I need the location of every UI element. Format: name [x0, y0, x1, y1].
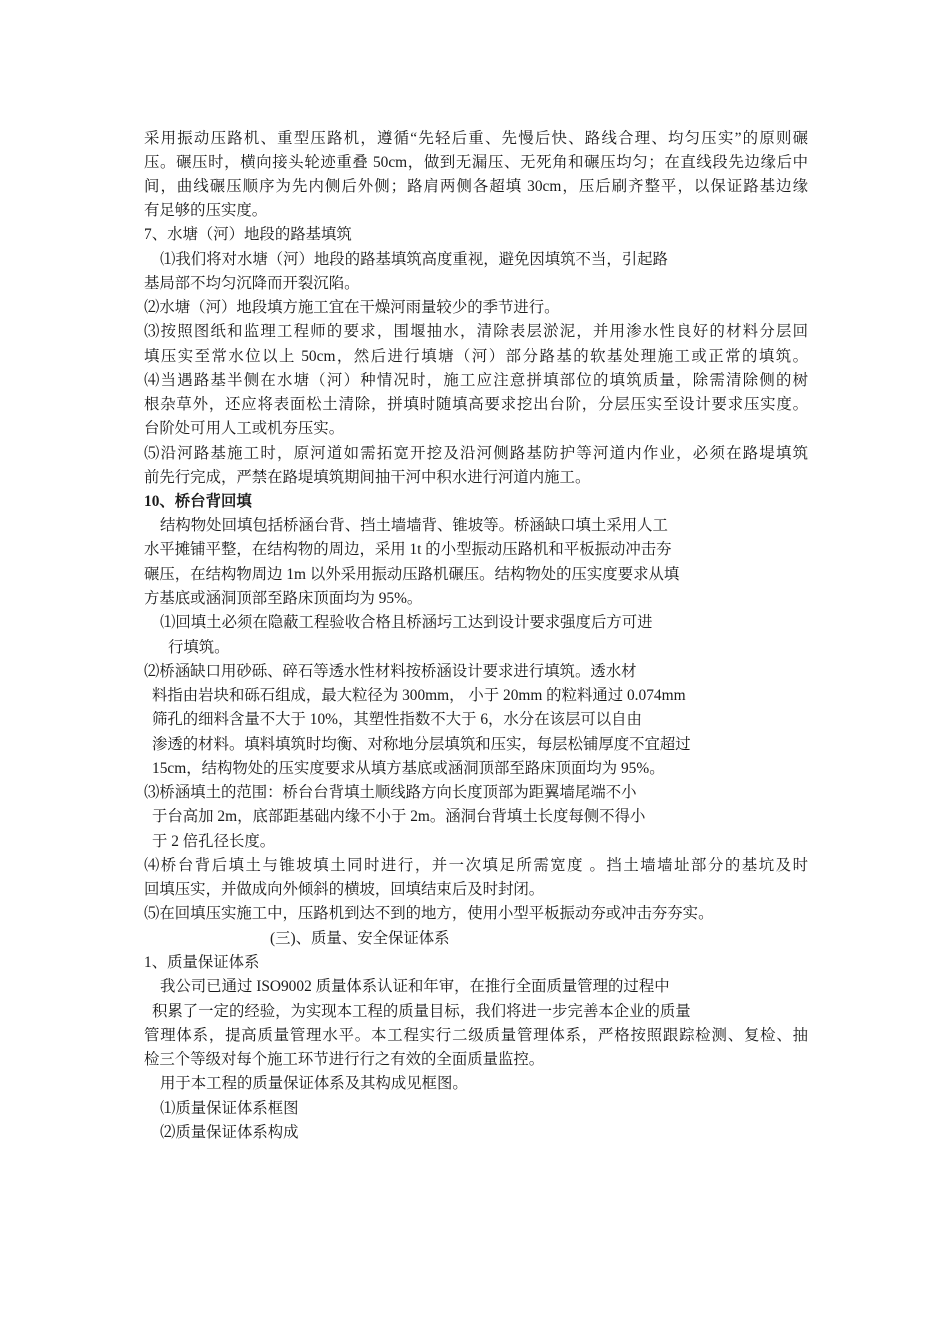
paragraph-line: ⑶桥涵填土的范围：桥台台背填土顺线路方向长度顶部为距翼墙尾端不小: [144, 784, 637, 801]
paragraph-line: 方基底或涵洞顶部至路床顶面均为 95%。: [144, 590, 423, 607]
paragraph-line: ⑶按照图纸和监理工程师的要求，围堰抽水，清除表层淤泥，并用渗水性良好的材料分层回: [144, 323, 808, 340]
paragraph-line: ⑷当遇路基半侧在水塘（河）种情况时，施工应注意拼填部位的填筑质量，除需清除侧的树: [144, 372, 808, 389]
paragraph-line: 压。碾压时，横向接头轮迹重叠 50cm，做到无漏压、无死角和碾压均匀；在直线段先边缘后中: [144, 154, 808, 171]
section-heading: 1、质量保证体系: [144, 954, 260, 971]
paragraph-line: 料指由岩块和砾石组成，最大粒径为 300mm， 小于 20mm 的粒料通过 0.074mm: [152, 687, 686, 704]
paragraph-line: 填压实至常水位以上 50cm，然后进行填塘（河）部分路基的软基处理施工或正常的填筑。: [144, 348, 808, 365]
section-heading: 7、水塘（河）地段的路基填筑: [144, 226, 352, 243]
paragraph-line: 积累了一定的经验，为实现本工程的质量目标，我们将进一步完善本企业的质量: [152, 1003, 691, 1020]
paragraph-line: 15cm，结构物处的压实度要求从填方基底或涵洞顶部至路床顶面均为 95%。: [152, 760, 665, 777]
paragraph-line: 间，曲线碾压顺序为先内侧后外侧；路肩两侧各超填 30cm，压后刷齐整平，以保证路基边缘: [144, 178, 808, 195]
paragraph-line: ⑷桥台背后填土与锥坡填土同时进行，并一次填足所需宽度 。挡土墙墙址部分的基坑及时: [144, 857, 808, 874]
list-item: ⑴质量保证体系框图: [160, 1100, 299, 1117]
list-item: ⑵质量保证体系构成: [160, 1124, 299, 1141]
paragraph-line: 管理体系，提高质量管理水平。本工程实行二级质量管理体系，严格按照跟踪检测、复检、抽: [144, 1027, 808, 1044]
paragraph-line: 行填筑。: [168, 639, 230, 656]
paragraph-line: 有足够的压实度。: [144, 202, 268, 219]
paragraph-line: 检三个等级对每个施工环节进行行之有效的全面质量监控。: [144, 1051, 545, 1068]
paragraph-line: 筛孔的细料含量不大于 10%，其塑性指数不大于 6，水分在该层可以自由: [152, 711, 642, 728]
paragraph-line: ⑸沿河路基施工时，原河道如需拓宽开挖及沿河侧路基防护等河道内作业，必须在路堤填筑: [144, 445, 808, 462]
paragraph-line: 采用振动压路机、重型压路机，遵循“先轻后重、先慢后快、路线合理、均匀压实”的原则碾: [144, 130, 808, 147]
paragraph-line: ⑴我们将对水塘（河）地段的路基填筑高度重视，避免因填筑不当，引起路: [160, 251, 668, 268]
paragraph-line: 台阶处可用人工或机夯压实。: [144, 420, 345, 437]
paragraph-line: 基局部不均匀沉降而开裂沉陷。: [144, 275, 360, 292]
paragraph-line: 于台高加 2m，底部距基础内缘不小于 2m。涵洞台背填土长度每侧不得小: [152, 808, 646, 825]
paragraph-line: 水平摊铺平整，在结构物的周边，采用 1t 的小型振动压路机和平板振动冲击夯: [144, 541, 672, 558]
paragraph-line: 前先行完成，严禁在路堤填筑期间抽干河中积水进行河道内施工。: [144, 469, 591, 486]
paragraph-line: 根杂草外，还应将表面松土清除，拼填时随填高要求挖出台阶，分层压实至设计要求压实度。: [144, 396, 808, 413]
paragraph-line: ⑵桥涵缺口用砂砾、碎石等透水性材料按桥涵设计要求进行填筑。透水材: [144, 663, 637, 680]
paragraph-line: 结构物处回填包括桥涵台背、挡土墙墙背、锥坡等。桥涵缺口填土采用人工: [160, 517, 668, 534]
paragraph-line: 渗透的材料。填料填筑时均衡、对称地分层填筑和压实，每层松铺厚度不宜超过: [152, 736, 691, 753]
paragraph-line: 碾压，在结构物周边 1m 以外采用振动压路机碾压。结构物处的压实度要求从填: [144, 566, 680, 583]
paragraph-line: 用于本工程的质量保证体系及其构成见框图。: [160, 1075, 468, 1092]
paragraph-line: ⑸在回填压实施工中，压路机到达不到的地方，使用小型平板振动夯或冲击夯夯实。: [144, 905, 714, 922]
paragraph-line: 于 2 倍孔径长度。: [152, 833, 276, 850]
section-heading: 10、桥台背回填: [144, 493, 252, 510]
paragraph-line: 回填压实，并做成向外倾斜的横坡，回填结束后及时封闭。: [144, 881, 545, 898]
section-heading: (三)、质量、安全保证体系: [270, 930, 450, 947]
paragraph-line: ⑵水塘（河）地段填方施工宜在干燥河雨量较少的季节进行。: [144, 299, 560, 316]
paragraph-line: ⑴回填土必须在隐蔽工程验收合格且桥涵圬工达到设计要求强度后方可进: [160, 614, 653, 631]
paragraph-line: 我公司已通过 ISO9002 质量体系认证和年审，在推行全面质量管理的过程中: [160, 978, 670, 995]
